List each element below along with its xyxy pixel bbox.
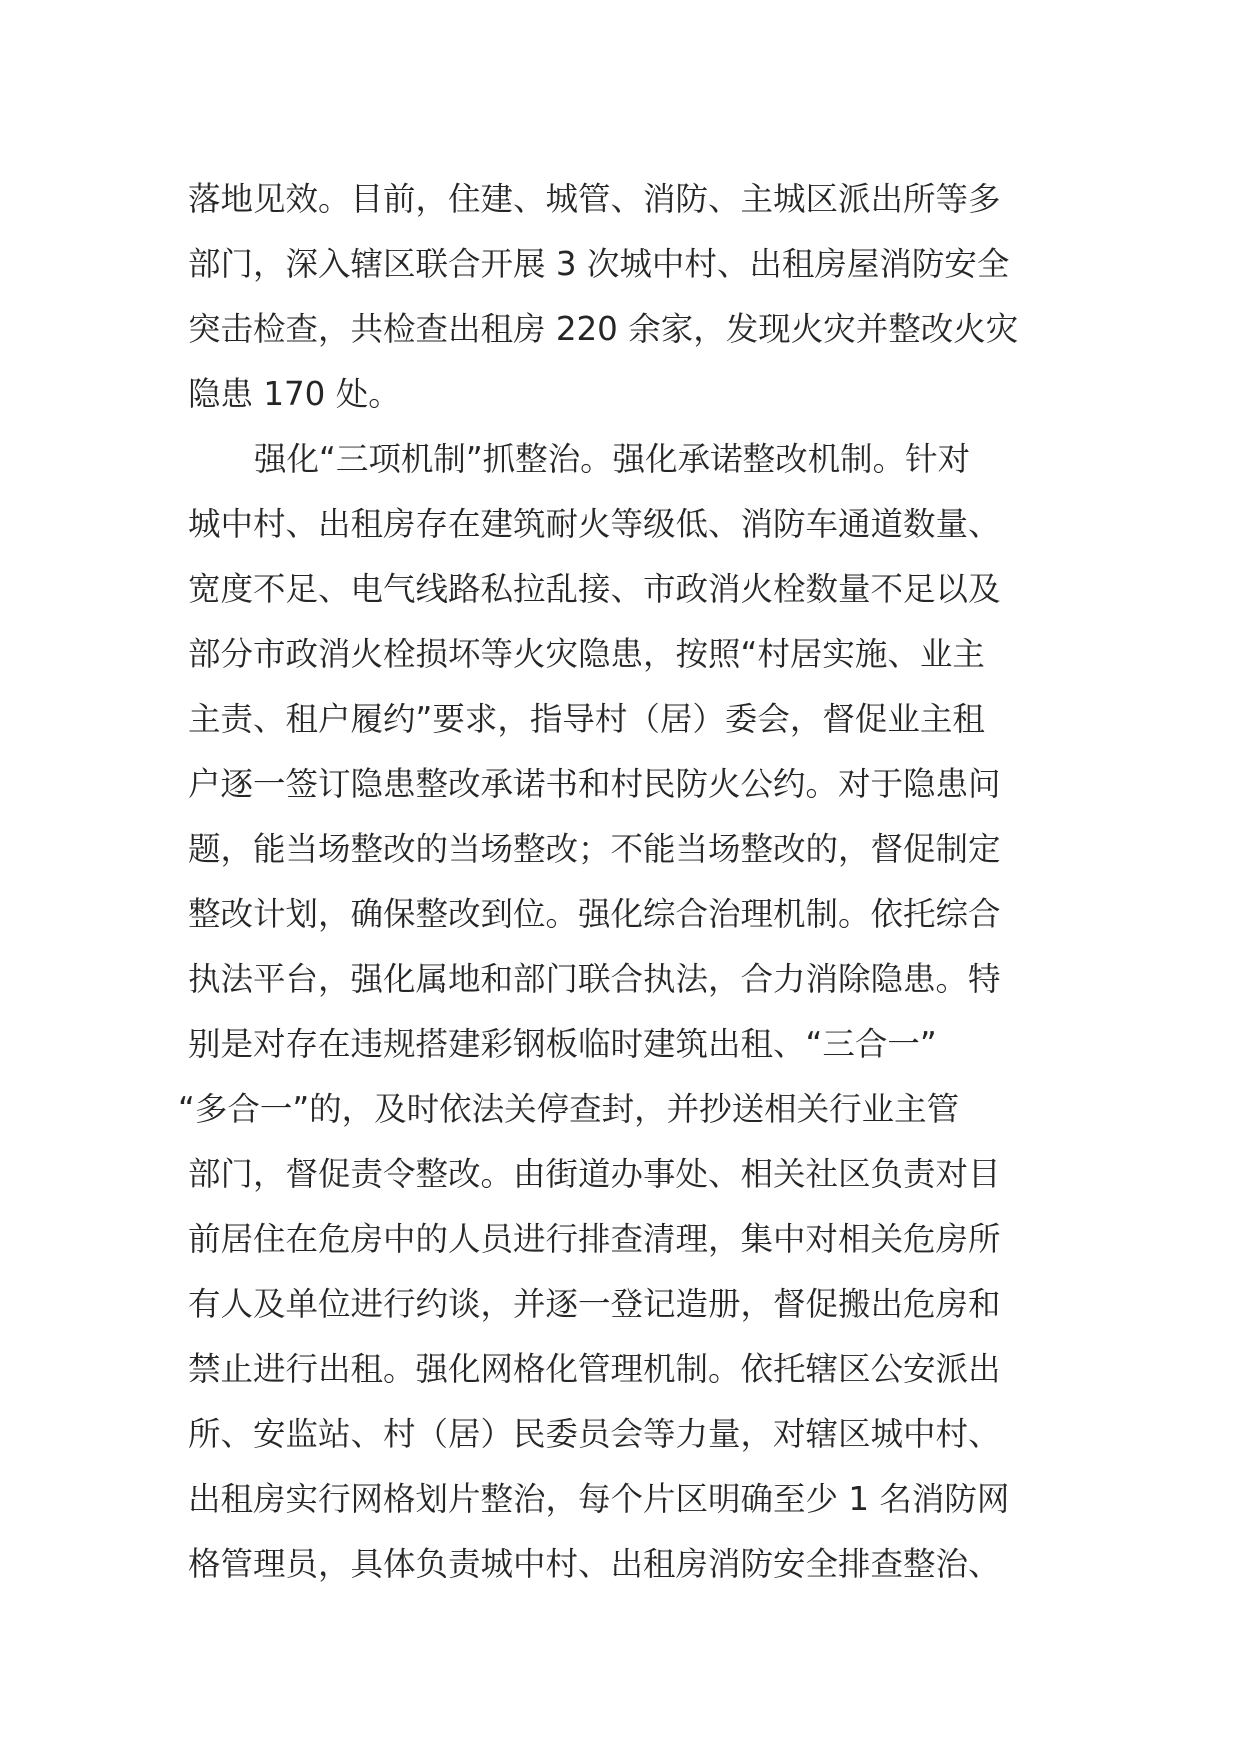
text-line: 户逐一签订隐患整改承诺书和村民防火公约。对于隐患问 xyxy=(188,765,1001,803)
text-line: “多合一”的，及时依法关停查封，并抄送相关行业主管 xyxy=(178,1090,960,1128)
text-line: 前居住在危房中的人员进行排查清理，集中对相关危房所 xyxy=(188,1220,1001,1258)
text-line: 宽度不足、电气线路私拉乱接、市政消火栓数量不足以及 xyxy=(188,570,1001,608)
text-line: 执法平台，强化属地和部门联合执法，合力消除隐患。特 xyxy=(188,960,1001,998)
text-line: 城中村、出租房存在建筑耐火等级低、消防车通道数量、 xyxy=(188,505,1001,543)
text-line: 突击检查，共检查出租房 220 余家，发现火灾并整改火灾 xyxy=(188,310,1019,348)
text-line: 整改计划，确保整改到位。强化综合治理机制。依托综合 xyxy=(188,895,1001,933)
text-line: 禁止进行出租。强化网格化管理机制。依托辖区公安派出 xyxy=(188,1350,1001,1388)
text-line: 部门，督促责令整改。由街道办事处、相关社区负责对目 xyxy=(188,1155,1001,1193)
text-line: 题，能当场整改的当场整改；不能当场整改的，督促制定 xyxy=(188,830,1001,868)
text-line: 出租房实行网格划片整治，每个片区明确至少 1 名消防网 xyxy=(188,1480,1010,1518)
text-line: 有人及单位进行约谈，并逐一登记造册，督促搬出危房和 xyxy=(188,1285,1001,1323)
text-line: 所、安监站、村（居）民委员会等力量，对辖区城中村、 xyxy=(188,1415,1001,1453)
text-line: 别是对存在违规搭建彩钢板临时建筑出租、“三合一” xyxy=(188,1025,937,1063)
text-line: 落地见效。目前，住建、城管、消防、主城区派出所等多 xyxy=(188,180,1001,218)
text-line: 部分市政消火栓损坏等火灾隐患，按照“村居实施、业主 xyxy=(188,635,985,673)
body-text xyxy=(178,167,1038,1597)
text-line: 格管理员，具体负责城中村、出租房消防安全排查整治、 xyxy=(188,1545,1001,1583)
text-line: 隐患 170 处。 xyxy=(188,375,401,413)
text-line: 主责、租户履约”要求，指导村（居）委会，督促业主租 xyxy=(188,700,985,738)
text-line: 部门，深入辖区联合开展 3 次城中村、出租房屋消防安全 xyxy=(188,245,1010,283)
paragraph-first-line: 强化“三项机制”抓整治。强化承诺整改机制。针对 xyxy=(254,440,971,478)
